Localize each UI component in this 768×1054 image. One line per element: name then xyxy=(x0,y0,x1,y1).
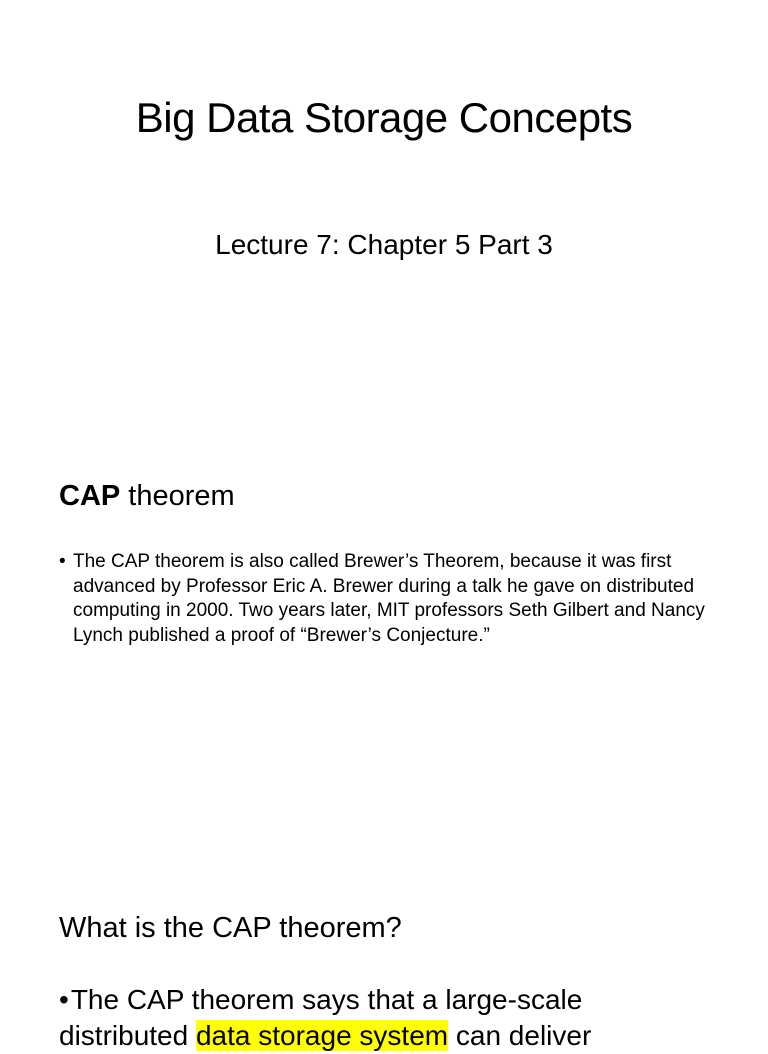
heading-text: theorem xyxy=(120,480,235,512)
slide-title: Big Data Storage Concepts xyxy=(135,94,633,141)
slide-heading xyxy=(59,478,235,514)
bullet-text-line-1: The CAP theorem says that a large-scale xyxy=(70,984,583,1015)
what-is-cap-slide xyxy=(0,870,768,1051)
bullet-marker: • xyxy=(59,551,66,572)
highlighted-text: data storage system xyxy=(195,1020,449,1051)
slide-heading: What is the CAP theorem? xyxy=(59,912,402,944)
bullet-text: The CAP theorem is also called Brewer’s Theorem, because it was first advanced by Professor Eric A. Brewer during a talk he gave on distributed computing in 2000. Two years later, MIT professors Seth Gilbert and Nancy Lynch published a proof of “Brewer’s Conjecture.” xyxy=(73,551,705,646)
cap-theorem-slide xyxy=(0,440,768,840)
bullet-text-part: distributed xyxy=(59,1020,196,1051)
bullet-text-part: can deliver xyxy=(448,1020,592,1051)
title-slide xyxy=(0,0,768,420)
bullet-item xyxy=(59,982,759,1054)
slide-subtitle: Lecture 7: Chapter 5 Part 3 xyxy=(215,229,553,260)
bullet-marker: • xyxy=(59,984,69,1015)
heading-bold-text: CAP xyxy=(59,480,121,512)
bullet-item xyxy=(59,550,719,648)
